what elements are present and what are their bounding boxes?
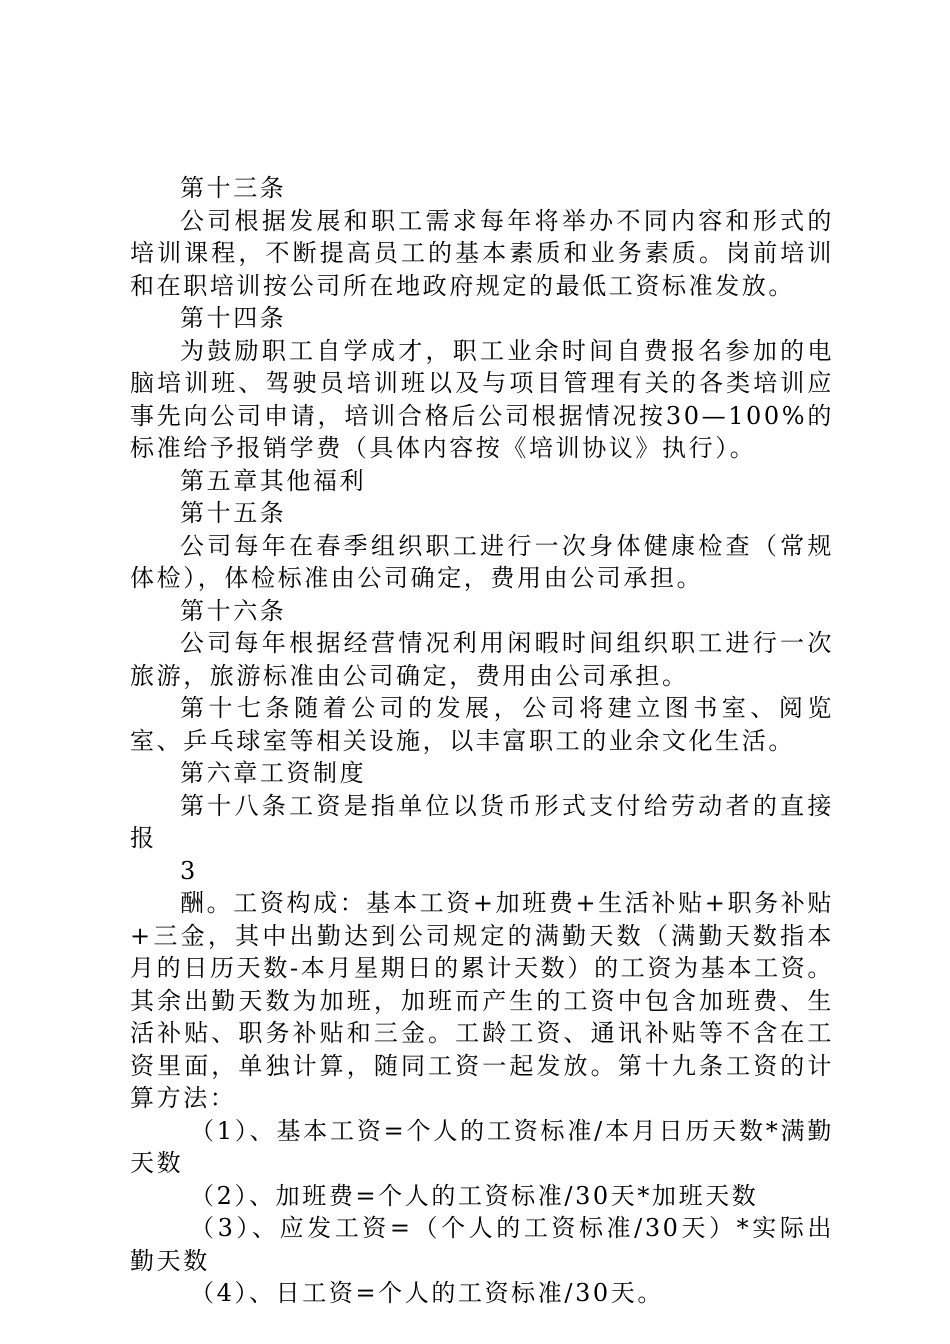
article-13-body: 公司根据发展和职工需求每年将举办不同内容和形式的培训课程，不断提高员工的基本素质和业务素质。岗前培训和在职培训按公司所在地政府规定的最低工资标准发放。 — [130, 206, 834, 300]
article-13-heading: 第十三条 — [180, 174, 287, 202]
article-14-body: 为鼓励职工自学成才，职工业余时间自费报名参加的电脑培训班、驾驶员培训班以及与项目管理有关的各类培训应事先向公司申请，培训合格后公司根据情况按30—100%的标准给予报销学费（具体内容按《培训协议》执行）。 — [130, 336, 834, 462]
wage-composition-paragraph: 酬。工资构成：基本工资+加班费+生活补贴+职务补贴+三金，其中出勤达到公司规定的满勤天数（满勤天数指本月的日历天数-本月星期日的累计天数）的工资为基本工资。其余出勤天数为加班，加班而产生的工资中包含加班费、生活补贴、职务补贴和三金。工龄工资、通讯补贴等不含在工资里面，单独计算，随同工资一起发放。第十九条工资的计算方法： — [130, 889, 834, 1112]
document-body — [130, 172, 834, 1310]
article-15-body: 公司每年在春季组织职工进行一次身体健康检查（常规体检），体检标准由公司确定，费用由公司承担。 — [130, 531, 834, 592]
article-16-body: 公司每年根据经营情况利用闲暇时间组织职工进行一次旅游，旅游标准由公司确定，费用由公司承担。 — [130, 629, 834, 690]
formula-item-1: （1）、基本工资=个人的工资标准/本月日历天数*满勤天数 — [130, 1116, 834, 1177]
article-17-paragraph: 第十七条随着公司的发展，公司将建立图书室、阅览室、乒乓球室等相关设施，以丰富职工的业余文化生活。 — [130, 694, 834, 755]
article-18-paragraph: 第十八条工资是指单位以货币形式支付给劳动者的直接报 — [130, 791, 834, 852]
chapter-5-heading: 第五章其他福利 — [180, 466, 367, 495]
formula-item-4: （4）、日工资=个人的工资标准/30天。 — [190, 1279, 665, 1307]
article-15-heading: 第十五条 — [180, 499, 287, 527]
page-number: 3 — [180, 856, 196, 885]
formula-item-3: （3）、应发工资=（个人的工资标准/30天）*实际出勤天数 — [130, 1214, 834, 1275]
chapter-6-heading: 第六章工资制度 — [180, 759, 367, 787]
article-16-heading: 第十六条 — [180, 596, 287, 625]
formula-item-2: （2）、加班费=个人的工资标准/30天*加班天数 — [190, 1181, 759, 1210]
article-14-heading: 第十四条 — [180, 304, 287, 332]
